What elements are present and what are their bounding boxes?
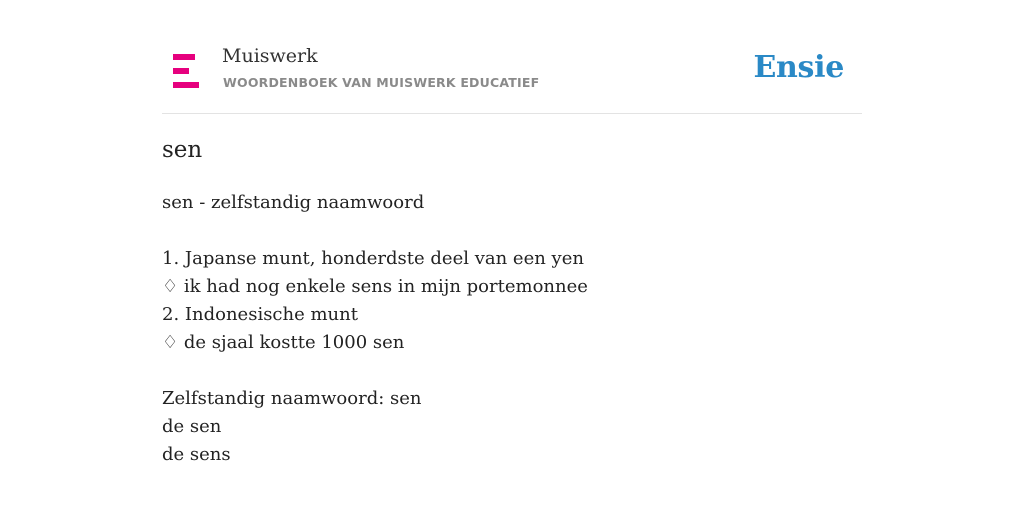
logo-bar-top — [173, 54, 195, 60]
example-line: ♢ ik had nog enkele sens in mijn portemonnee — [162, 276, 588, 297]
logo-bar-middle — [173, 68, 189, 74]
entry-body — [162, 189, 862, 469]
page-container — [162, 0, 862, 465]
spacer — [162, 357, 862, 385]
muiswerk-logo-icon[interactable] — [173, 54, 199, 88]
forms-heading: Zelfstandig naamwoord: sen — [162, 388, 422, 409]
logo-bar-bottom — [173, 82, 199, 88]
brand-subtitle: WOORDENBOEK VAN MUISWERK EDUCATIEF — [223, 75, 540, 90]
definition-line: 1. Japanse munt, honderdste deel van een yen — [162, 248, 584, 269]
definition-line: 2. Indonesische munt — [162, 304, 358, 325]
form-plural: de sens — [162, 444, 231, 465]
page-title: sen — [162, 137, 203, 163]
ensie-logo[interactable]: Ensie — [753, 50, 844, 85]
example-line: ♢ de sjaal kostte 1000 sen — [162, 332, 405, 353]
brand-name[interactable]: Muiswerk — [222, 45, 318, 67]
part-of-speech-line: sen - zelfstandig naamwoord — [162, 192, 425, 213]
site-header — [162, 0, 862, 114]
form-singular: de sen — [162, 416, 222, 437]
spacer — [162, 217, 862, 245]
